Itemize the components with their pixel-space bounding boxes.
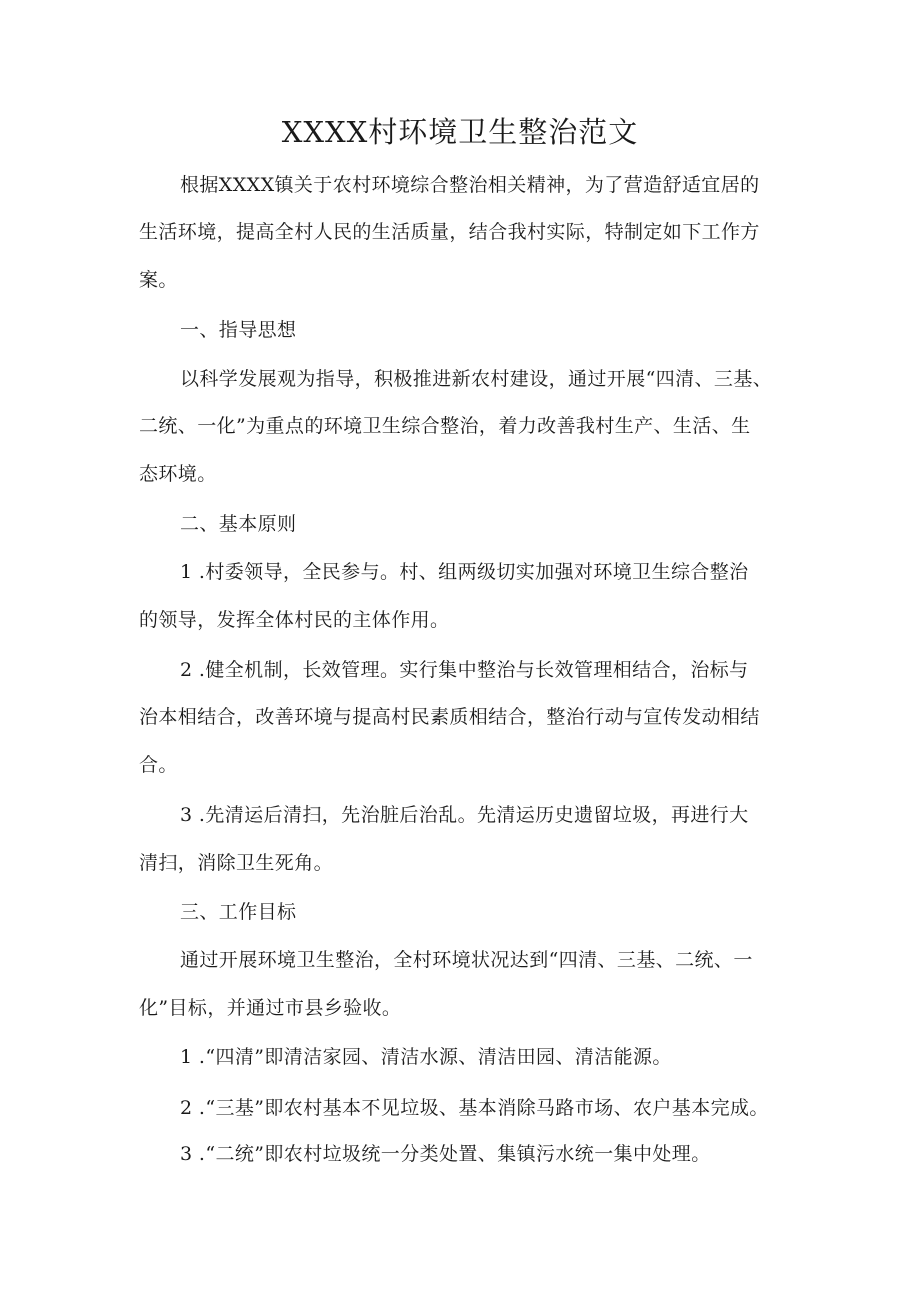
section-heading: 三、工作目标 bbox=[180, 901, 297, 923]
paragraph-line: 生活环境，提高全村人民的生活质量，结合我村实际，特制定如下工作方 bbox=[139, 221, 760, 243]
section-heading: 一、指导思想 bbox=[180, 319, 297, 341]
paragraph-line: 合。 bbox=[139, 754, 178, 776]
list-item: 3 .“二统”即农村垃圾统一分类处置、集镇污水统一集中处理。 bbox=[180, 1143, 711, 1165]
paragraph-line: 根据XXXX镇关于农村环境综合整治相关精神，为了营造舒适宜居的 bbox=[180, 174, 760, 196]
list-item: 1 .“四清”即清洁家园、清洁水源、清洁田园、清洁能源。 bbox=[180, 1046, 672, 1068]
paragraph-line: 治本相结合，改善环境与提高村民素质相结合，整治行动与宣传发动相结 bbox=[139, 706, 760, 728]
paragraph-line: 化”目标，并通过市县乡验收。 bbox=[139, 997, 402, 1019]
list-item: 3 .先清运后清扫，先治脏后治乱。先清运历史遗留垃圾，再进行大 bbox=[180, 804, 749, 826]
paragraph-line: 案。 bbox=[139, 269, 178, 291]
section-heading: 二、基本原则 bbox=[180, 513, 297, 535]
paragraph-line: 通过开展环境卫生整治，全村环境状况达到“四清、三基、二统、一 bbox=[180, 949, 753, 971]
paragraph-line: 态环境。 bbox=[139, 463, 217, 485]
list-item: 2 .“三基”即农村基本不见垃圾、基本消除马路市场、农户基本完成。 bbox=[180, 1097, 769, 1119]
list-item: 2 .健全机制，长效管理。实行集中整治与长效管理相结合，治标与 bbox=[180, 659, 749, 681]
paragraph-line: 清扫，消除卫生死角。 bbox=[139, 852, 334, 874]
document-title: XXXX村环境卫生整治范文 bbox=[281, 115, 639, 149]
paragraph-line: 二统、一化”为重点的环境卫生综合整治，着力改善我村生产、生活、生 bbox=[139, 415, 751, 437]
paragraph-line: 的领导，发挥全体村民的主体作用。 bbox=[139, 609, 450, 631]
list-item: 1 .村委领导，全民参与。村、组两级切实加强对环境卫生综合整治 bbox=[180, 561, 749, 583]
paragraph-line: 以科学发展观为指导，积极推进新农村建设，通过开展“四清、三基、 bbox=[180, 368, 773, 390]
